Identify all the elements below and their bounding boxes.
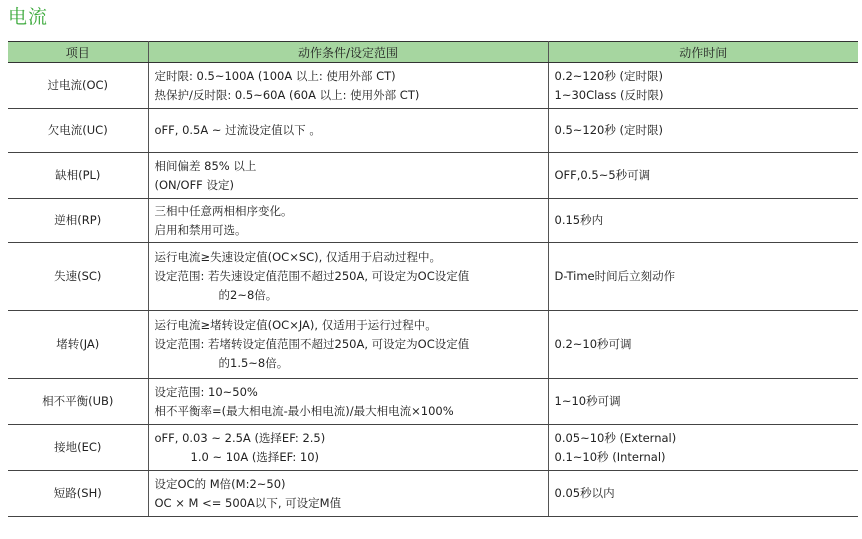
- time-line: 0.2~120秒 (定时限): [554, 68, 664, 83]
- time-line: 0.1~10秒 (Internal): [554, 449, 666, 464]
- row-condition: [148, 153, 548, 199]
- condition-line: (ON/OFF 设定): [154, 177, 234, 192]
- time-line: 0.2~10秒可调: [554, 337, 632, 351]
- page-title: 电流: [8, 6, 49, 28]
- condition-line: 相不平衡率=(最大相电流-最小相电流)/最大相电流×100%: [154, 403, 454, 418]
- table-row: [8, 425, 858, 471]
- table-row: [8, 471, 858, 517]
- row-time: [548, 63, 858, 109]
- row-item: 过电流(OC): [8, 63, 148, 109]
- row-condition: [148, 471, 548, 517]
- header-time: 动作时间: [548, 42, 858, 63]
- time-line: D-Time时间后立刻动作: [554, 269, 676, 283]
- row-item: 短路(SH): [8, 471, 148, 517]
- time-line: 1~30Class (反时限): [554, 87, 664, 102]
- condition-line: 设定范围: 若堵转设定值范围不超过250A, 可设定为OC设定值: [154, 337, 470, 351]
- row-condition: [148, 425, 548, 471]
- table-row: [8, 243, 858, 311]
- row-time: [548, 199, 858, 243]
- time-line: 1~10秒可调: [554, 394, 621, 408]
- row-time: [548, 153, 858, 199]
- row-condition: [148, 379, 548, 425]
- time-line: 0.5~120秒 (定时限): [554, 123, 664, 137]
- table-row: [8, 63, 858, 109]
- row-time: [548, 311, 858, 379]
- header-item: 项目: [8, 42, 148, 63]
- row-item: 堵转(JA): [8, 311, 148, 379]
- time-line: 0.05~10秒 (External): [554, 430, 677, 445]
- row-condition: [148, 63, 548, 109]
- row-condition: [148, 109, 548, 153]
- condition-line: oFF, 0.5A ~ 过流设定值以下 。: [154, 123, 321, 137]
- table-row: [8, 153, 858, 199]
- condition-line: 运行电流≥失速设定值(OC×SC), 仅适用于启动过程中。: [154, 250, 441, 264]
- condition-line: oFF, 0.03 ~ 2.5A (选择EF: 2.5): [154, 430, 326, 445]
- table-row: [8, 109, 858, 153]
- row-item: 相不平衡(UB): [8, 379, 148, 425]
- condition-line: 三相中任意两相相序变化。: [154, 203, 293, 218]
- condition-line: 设定范围: 若失速设定值范围不超过250A, 可设定为OC设定值: [154, 269, 470, 283]
- row-condition: [148, 311, 548, 379]
- condition-line: 设定OC的 M倍(M:2~50): [154, 476, 286, 491]
- time-line: 0.05秒以内: [554, 486, 615, 500]
- condition-line: 的2~8倍。: [218, 288, 278, 302]
- time-line: 0.15秒内: [554, 213, 604, 227]
- table-header-row: [8, 42, 858, 63]
- row-condition: [148, 199, 548, 243]
- current-protection-table: [8, 41, 858, 517]
- time-line: OFF,0.5~5秒可调: [554, 168, 651, 182]
- table-row: [8, 379, 858, 425]
- row-condition: [148, 243, 548, 311]
- condition-line: 设定范围: 10~50%: [154, 384, 258, 399]
- condition-line: 定时限: 0.5~100A (100A 以上: 使用外部 CT): [154, 68, 396, 83]
- condition-line: 相间偏差 85% 以上: [154, 158, 257, 173]
- table-row: [8, 199, 858, 243]
- row-item: 欠电流(UC): [8, 109, 148, 153]
- row-time: [548, 379, 858, 425]
- condition-line: 启用和禁用可选。: [154, 222, 247, 237]
- condition-line: 的1.5~8倍。: [218, 356, 289, 370]
- condition-line: 热保护/反时限: 0.5~60A (60A 以上: 使用外部 CT): [154, 87, 420, 102]
- row-item: 接地(EC): [8, 425, 148, 471]
- table-row: [8, 311, 858, 379]
- condition-line: OC × M <= 500A以下, 可设定M值: [154, 495, 342, 510]
- row-item: 逆相(RP): [8, 199, 148, 243]
- row-item: 缺相(PL): [8, 153, 148, 199]
- row-item: 失速(SC): [8, 243, 148, 311]
- row-time: [548, 425, 858, 471]
- header-condition: 动作条件/设定范围: [148, 42, 548, 63]
- row-time: [548, 471, 858, 517]
- condition-line: 1.0 ~ 10A (选择EF: 10): [190, 449, 320, 464]
- condition-line: 运行电流≥堵转设定值(OC×JA), 仅适用于运行过程中。: [154, 318, 437, 332]
- row-time: [548, 243, 858, 311]
- row-time: [548, 109, 858, 153]
